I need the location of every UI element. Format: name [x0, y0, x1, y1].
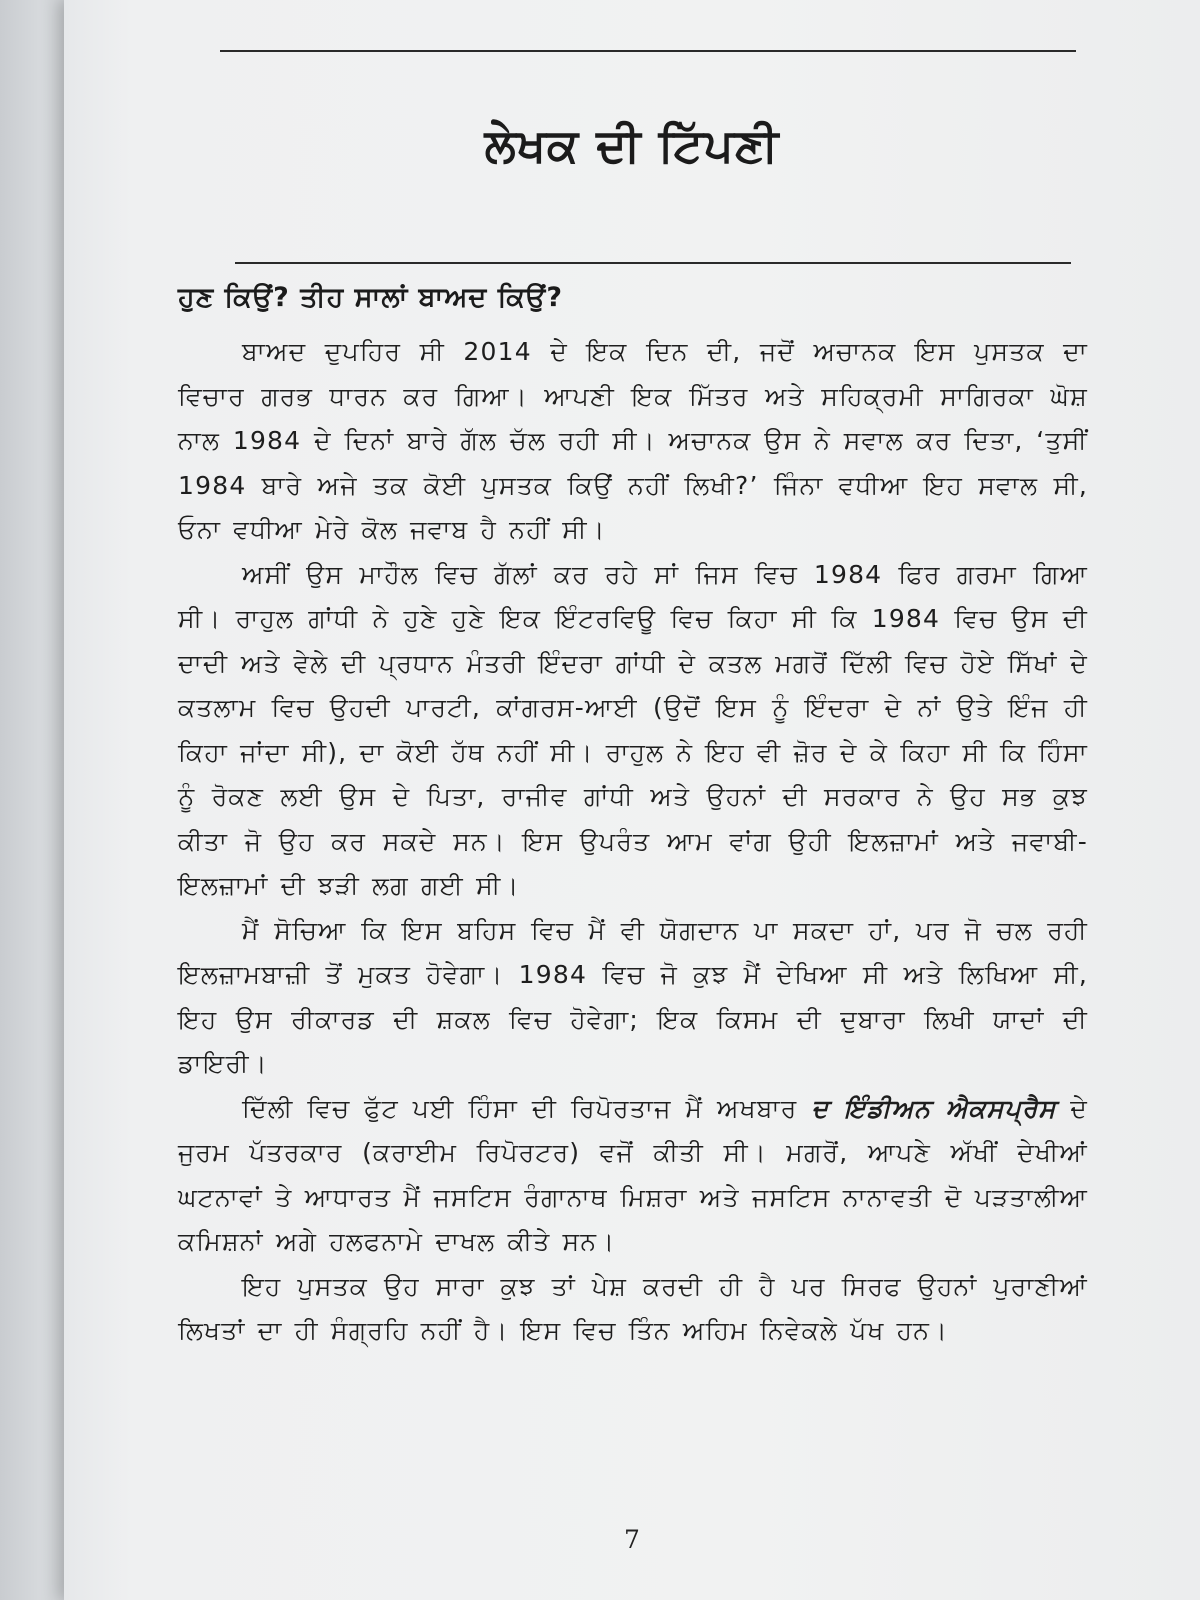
paragraph-3: ਮੈਂ ਸੋਚਿਆ ਕਿ ਇਸ ਬਹਿਸ ਵਿਚ ਮੈਂ ਵੀ ਯੋਗਦਾਨ ਪਾ ਸਕਦਾ ਹਾਂ, ਪਰ ਜੋ ਚਲ ਰਹੀ ਇਲਜ਼ਾਮਬਾਜ਼ੀ ਤੋਂ ਮੁਕਤ ਹੋਵੇਗਾ। 1984 ਵਿਚ ਜੋ ਕੁਝ ਮੈਂ ਦੇਖਿਆ ਸੀ ਅਤੇ ਲਿਖਿਆ ਸੀ, ਇਹ ਉਸ ਰੀਕਾਰਡ ਦੀ ਸ਼ਕਲ ਵਿਚ ਹੋਵੇਗਾ; ਇਕ ਕਿਸਮ ਦੀ ਦੁਬਾਰਾ ਲਿਖੀ ਯਾਦਾਂ ਦੀ ਡਾਇਰੀ।	[178, 915, 1088, 1078]
section-subheading: ਹੁਣ ਕਿਉਂ? ਤੀਹ ਸਾਲਾਂ ਬਾਅਦ ਕਿਉਂ?	[178, 282, 563, 313]
title-underline-rule	[235, 262, 1071, 264]
body-text	[178, 330, 1088, 1354]
chapter-title: ਲੇਖਕ ਦੀ ਟਿੱਪਣੀ	[484, 118, 780, 172]
newspaper-title: ਦ ਇੰਡੀਅਨ ਐਕਸਪ੍ਰੈਸ	[811, 1093, 1057, 1123]
paragraph-4-rest: ਦੇ ਜੁਰਮ ਪੱਤਰਕਾਰ (ਕਰਾਈਮ ਰਿਪੋਰਟਰ) ਵਜੋਂ ਕੀਤੀ ਸੀ। ਮਗਰੋਂ, ਆਪਣੇ ਅੱਖੀਂ ਦੇਖੀਆਂ ਘਟਨਾਵਾਂ ਤੇ ਆਧਾਰਤ ਮੈਂ ਜਸਟਿਸ ਰੰਗਾਨਾਥ ਮਿਸ਼ਰਾ ਅਤੇ ਜਸਟਿਸ ਨਾਨਾਵਤੀ ਦੋ ਪੜਤਾਲੀਆ ਕਮਿਸ਼ਨਾਂ ਅਗੇ ਹਲਫਨਾਮੇ ਦਾਖਲ ਕੀਤੇ ਸਨ।	[178, 1093, 1088, 1256]
paragraph-2: ਅਸੀਂ ਉਸ ਮਾਹੌਲ ਵਿਚ ਗੱਲਾਂ ਕਰ ਰਹੇ ਸਾਂ ਜਿਸ ਵਿਚ 1984 ਫਿਰ ਗਰਮਾ ਗਿਆ ਸੀ। ਰਾਹੁਲ ਗਾਂਧੀ ਨੇ ਹੁਣੇ ਹੁਣੇ ਇਕ ਇੰਟਰਵਿਊ ਵਿਚ ਕਿਹਾ ਸੀ ਕਿ 1984 ਵਿਚ ਉਸ ਦੀ ਦਾਦੀ ਅਤੇ ਵੇਲੇ ਦੀ ਪ੍ਰਧਾਨ ਮੰਤਰੀ ਇੰਦਰਾ ਗਾਂਧੀ ਦੇ ਕਤਲ ਮਗਰੋਂ ਦਿੱਲੀ ਵਿਚ ਹੋਏ ਸਿੱਖਾਂ ਦੇ ਕਤਲਾਮ ਵਿਚ ਉਹਦੀ ਪਾਰਟੀ, ਕਾਂਗਰਸ-ਆਈ (ਉਦੋਂ ਇਸ ਨੂੰ ਇੰਦਰਾ ਦੇ ਨਾਂ ਉਤੇ ਇੰਜ ਹੀ ਕਿਹਾ ਜਾਂਦਾ ਸੀ), ਦਾ ਕੋਈ ਹੱਥ ਨਹੀਂ ਸੀ। ਰਾਹੁਲ ਨੇ ਇਹ ਵੀ ਜ਼ੋਰ ਦੇ ਕੇ ਕਿਹਾ ਸੀ ਕਿ ਹਿੰਸਾ ਨੂੰ ਰੋਕਣ ਲਈ ਉਸ ਦੇ ਪਿਤਾ, ਰਾਜੀਵ ਗਾਂਧੀ ਅਤੇ ਉਹਨਾਂ ਦੀ ਸਰਕਾਰ ਨੇ ਉਹ ਸਭ ਕੁਝ ਕੀਤਾ ਜੋ ਉਹ ਕਰ ਸਕਦੇ ਸਨ। ਇਸ ਉਪਰੰਤ ਆਮ ਵਾਂਗ ਉਹੀ ਇਲਜ਼ਾਮਾਂ ਅਤੇ ਜਵਾਬੀ-ਇਲਜ਼ਾਮਾਂ ਦੀ ਝੜੀ ਲਗ ਗਈ ਸੀ।	[178, 559, 1088, 900]
page-number: 7	[624, 1525, 640, 1554]
paragraph-1: ਬਾਅਦ ਦੁਪਹਿਰ ਸੀ 2014 ਦੇ ਇਕ ਦਿਨ ਦੀ, ਜਦੋਂ ਅਚਾਨਕ ਇਸ ਪੁਸਤਕ ਦਾ ਵਿਚਾਰ ਗਰਭ ਧਾਰਨ ਕਰ ਗਿਆ। ਆਪਣੀ ਇਕ ਮਿੱਤਰ ਅਤੇ ਸਹਿਕ੍ਰਮੀ ਸਾਗਿਰਕਾ ਘੋਸ਼ ਨਾਲ 1984 ਦੇ ਦਿਨਾਂ ਬਾਰੇ ਗੱਲ ਚੱਲ ਰਹੀ ਸੀ। ਅਚਾਨਕ ਉਸ ਨੇ ਸਵਾਲ ਕਰ ਦਿਤਾ, ‘ਤੁਸੀਂ 1984 ਬਾਰੇ ਅਜੇ ਤਕ ਕੋਈ ਪੁਸਤਕ ਕਿਉਂ ਨਹੀਂ ਲਿਖੀ?’ ਜਿੰਨਾ ਵਧੀਆ ਇਹ ਸਵਾਲ ਸੀ, ਓਨਾ ਵਧੀਆ ਮੇਰੇ ਕੋਲ ਜਵਾਬ ਹੈ ਨਹੀਂ ਸੀ।	[178, 337, 1088, 544]
paragraph-4	[178, 1087, 1088, 1265]
book-gutter	[0, 0, 64, 1600]
paragraph-4-lead: ਦਿੱਲੀ ਵਿਚ ਫੁੱਟ ਪਈ ਹਿੰਸਾ ਦੀ ਰਿਪੋਰਤਾਜ ਮੈਂ ਅਖਬਾਰ	[242, 1093, 812, 1123]
top-rule	[220, 50, 1076, 52]
paragraph-5: ਇਹ ਪੁਸਤਕ ਉਹ ਸਾਰਾ ਕੁਝ ਤਾਂ ਪੇਸ਼ ਕਰਦੀ ਹੀ ਹੈ ਪਰ ਸਿਰਫ ਉਹਨਾਂ ਪੁਰਾਣੀਆਂ ਲਿਖਤਾਂ ਦਾ ਹੀ ਸੰਗ੍ਰਹਿ ਨਹੀਂ ਹੈ। ਇਸ ਵਿਚ ਤਿੰਨ ਅਹਿਮ ਨਿਵੇਕਲੇ ਪੱਖ ਹਨ।	[178, 1271, 1088, 1345]
